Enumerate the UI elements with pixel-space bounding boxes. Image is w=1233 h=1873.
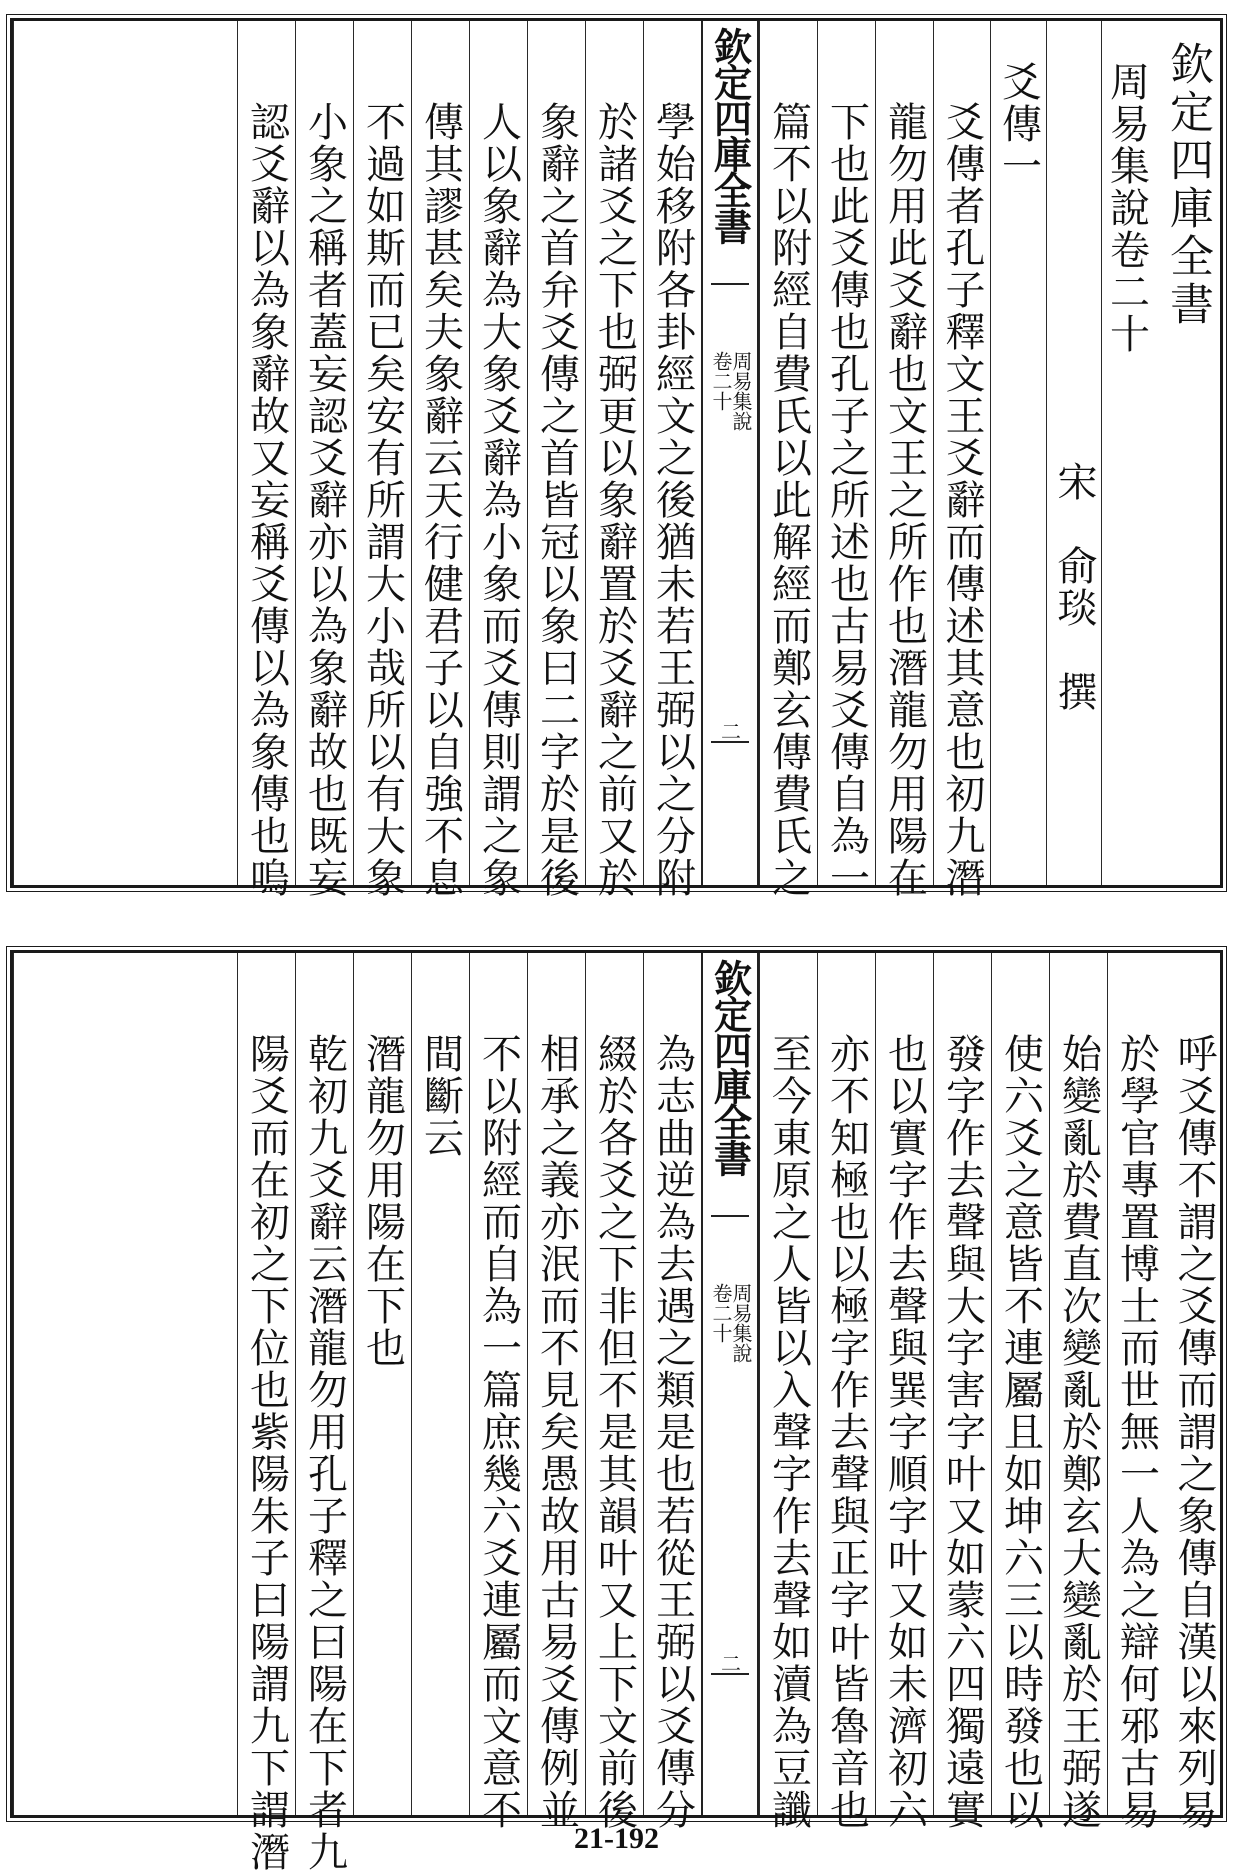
col-section	[990, 21, 1046, 885]
text-column	[643, 953, 701, 1831]
text-line: 相承之義亦泯而不見矣愚故用古易爻傳例並	[533, 1033, 580, 1831]
col-author	[1046, 21, 1101, 885]
page-top	[10, 18, 1223, 899]
text-column	[353, 21, 411, 899]
text-line: 不以附經而自為一篇庶幾六爻連屬而文意不	[475, 1033, 522, 1831]
center-volume: 卷二十	[709, 1283, 733, 1343]
text-column	[295, 953, 353, 1873]
text-column	[1049, 953, 1107, 1831]
fold-mark	[711, 1673, 749, 1675]
text-column	[237, 953, 295, 1873]
center-fold	[701, 953, 759, 1815]
text-column	[411, 21, 469, 899]
text-line: 傳其謬甚矣夫象辭云天行健君子以自強不息	[417, 101, 464, 899]
text-column	[237, 21, 295, 899]
center-library-title: 欽定四庫全書	[707, 27, 753, 243]
text-line: 不過如斯而已矣安有所謂大小哉所以有大象	[359, 101, 406, 899]
text-column	[527, 21, 585, 899]
text-line: 小象之稱者蓋妄認爻辭亦以為象辭故也既妄	[301, 101, 348, 899]
text-column	[991, 953, 1049, 1831]
center-book-title: 周易集說	[729, 351, 753, 431]
text-column	[817, 953, 875, 1831]
text-line: 下也此爻傳也孔子之所述也古易爻傳自為一	[823, 101, 870, 899]
text-line: 認爻辭以為象辭故又妄稱爻傳以為象傳也嗚	[243, 101, 290, 899]
page-number: 二	[717, 721, 742, 741]
blank-margin	[13, 21, 237, 885]
text-line: 於諸爻之下也弼更以象辭置於爻辭之前又於	[591, 101, 638, 899]
text-column	[411, 953, 469, 1815]
center-book-title: 周易集說	[729, 1283, 753, 1363]
fold-mark	[711, 741, 749, 743]
page-footer-number: 21-192	[574, 1822, 659, 1855]
text-line: 亦不知極也以極字作去聲與正字叶皆魯音也	[823, 1033, 870, 1831]
center-library-title: 欽定四庫全書	[707, 959, 753, 1175]
center-volume: 卷二十	[709, 351, 733, 411]
text-line: 龍勿用此爻辭也文王之所作也潛龍勿用陽在	[881, 101, 928, 899]
col-header	[1151, 21, 1223, 885]
text-line: 也以實字作去聲與巽字順字叶又如未濟初六	[881, 1033, 928, 1831]
text-line: 潛龍勿用陽在下也	[359, 1033, 406, 1369]
text-line: 綴於各爻之下非但不是其韻叶又上下文前後	[591, 1033, 638, 1831]
section-title: 爻傳一	[995, 61, 1042, 187]
text-column	[469, 21, 527, 899]
fold-mark	[711, 283, 749, 285]
text-line: 為志曲逆為去遇之類是也若從王弼以爻傳分	[649, 1033, 696, 1831]
text-line: 始變亂於費直次變亂於鄭玄大變亂於王弼遂	[1055, 1033, 1102, 1831]
text-column	[353, 953, 411, 1815]
text-line: 篇不以附經自費氏以此解經而鄭玄傳費氏之	[765, 101, 812, 899]
text-column	[585, 953, 643, 1831]
text-column	[295, 21, 353, 899]
text-line: 呼爻傳不謂之爻傳而謂之象傳自漢以來列易	[1171, 1033, 1217, 1831]
text-line: 乾初九爻辭云潛龍勿用孔子釋之曰陽在下者九	[301, 1033, 348, 1873]
text-line: 象辭之首弁爻傳之首皆冠以象曰二字於是後	[533, 101, 580, 899]
book-title: 周易集說卷二十	[1103, 61, 1150, 355]
text-column	[875, 953, 933, 1831]
text-column	[527, 953, 585, 1831]
text-line: 間斷云	[417, 1033, 464, 1159]
text-column	[643, 21, 701, 899]
text-column	[817, 21, 875, 899]
text-line: 至今東原之人皆以入聲字作去聲如瀆為豆讖	[765, 1033, 812, 1831]
text-column	[933, 953, 991, 1831]
text-column	[469, 953, 527, 1831]
text-line: 人以象辭為大象爻辭為小象而爻傳則謂之象	[475, 101, 522, 899]
text-column	[585, 21, 643, 899]
text-column	[875, 21, 933, 899]
library-title: 欽定四庫全書	[1162, 41, 1213, 329]
text-line: 學始移附各卦經文之後猶未若王弼以之分附	[649, 101, 696, 899]
text-column	[1165, 953, 1223, 1831]
text-line: 於學官專置博士而世無一人為之辯何邪古易	[1113, 1033, 1160, 1831]
text-line: 陽爻而在初之下位也紫陽朱子曰陽謂九下謂潛	[243, 1033, 290, 1873]
blank-margin	[13, 953, 237, 1815]
fold-mark	[711, 1215, 749, 1217]
author: 宋 俞琰 撰	[1051, 461, 1097, 713]
text-line: 爻傳者孔子釋文王爻辭而傳述其意也初九潛	[939, 101, 985, 899]
center-fold	[701, 21, 759, 885]
text-column	[759, 953, 817, 1831]
text-column	[759, 21, 817, 899]
text-line: 使六爻之意皆不連屬且如坤六三以時發也以	[997, 1033, 1044, 1831]
page-number: 二	[717, 1653, 742, 1673]
text-line: 發字作去聲與大字害字叶又如蒙六四獨遠實	[939, 1033, 986, 1831]
text-column	[1107, 953, 1165, 1831]
col-book-title	[1101, 21, 1151, 885]
text-column	[933, 21, 990, 899]
